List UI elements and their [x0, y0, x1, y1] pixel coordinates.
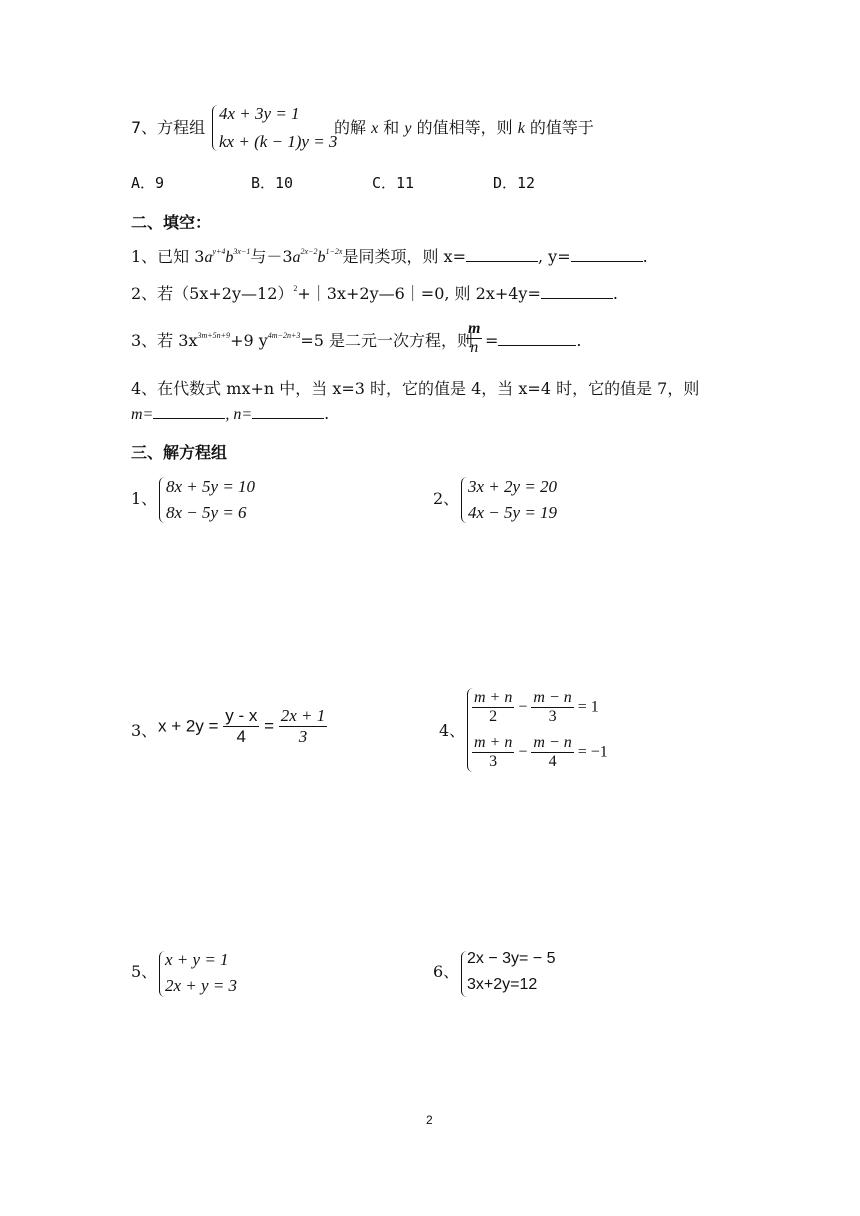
blank-y[interactable]	[571, 247, 643, 262]
q7-option-d: D．12	[493, 174, 536, 192]
fill-3-fraction: m n	[468, 320, 481, 356]
p2-number: 2、	[433, 489, 460, 508]
p6-eq1: 2x − 3y= − 5	[467, 950, 556, 967]
blank-m-over-n[interactable]	[498, 331, 576, 346]
p3-equation: x + 2y = $\frac{y - x}{4}$ = $\frac{2x + 1}{3}$	[158, 706, 326, 746]
q7-prefix: 7、方程组	[131, 118, 206, 137]
p4-number: 4、	[439, 721, 466, 740]
q7-eq1: 4x + 3y = 1	[219, 104, 300, 123]
section3-heading: 三、解方程组	[131, 443, 228, 462]
blank-m[interactable]	[153, 404, 225, 419]
p5-eq2: 2x + y = 3	[165, 976, 238, 995]
p1-brace	[159, 477, 165, 523]
fill-4-line2: m= , n= .	[131, 404, 330, 423]
fill-1: 1、已知 $3a^{y+4}b^{3x-1}$与$-3a^{2x-2}b^{1-2x}$是同类项，则 x= , y= .	[131, 247, 648, 266]
p6-eq2: 3x+2y=12	[467, 976, 538, 993]
fill-3-tail: = .	[485, 331, 582, 350]
p2-eq2: 4x − 5y = 19	[468, 503, 558, 522]
fill-3: 3、若 $3x^{3m+5n+9}+9$ $y^{4m-2n+3}=5$ 是二元一次方程，则	[131, 331, 474, 350]
p3-number: 3、	[131, 721, 158, 740]
p6-number: 6、	[433, 962, 460, 981]
p1-number: 1、	[131, 489, 158, 508]
blank-n[interactable]	[252, 404, 324, 419]
p4-eq1: $\frac{m + n}{2}$ − $\frac{m - n}{3}$ = 1	[474, 689, 599, 725]
section2-heading: 二、填空：	[131, 213, 212, 232]
p5-number: 5、	[131, 962, 158, 981]
p1-eq1: 8x + 5y = 10	[166, 477, 256, 496]
p1-eq2: 8x − 5y = 6	[166, 503, 247, 522]
fill-2: 2、若（5x+2y—12）$^2$+｜3x+2y—6｜=0, 则 2x+4y= .	[131, 284, 618, 303]
fill-4-line1: 4、在代数式 mx+n 中，当 x=3 时，它的值是 4，当 x=4 时，它的值是 7，则	[131, 379, 700, 398]
blank-2x4y[interactable]	[541, 284, 613, 299]
q7-eq2: kx + (k − 1)y = 3	[219, 132, 338, 151]
p4-eq2: $\frac{m + n}{3}$ − $\frac{m - n}{4}$ = −1	[474, 734, 608, 770]
q7-question-text: 的解 x 和 y 的值相等，则 k 的值等于	[334, 118, 594, 137]
p5-eq1: x + y = 1	[165, 950, 229, 969]
p2-eq1: 3x + 2y = 20	[468, 477, 558, 496]
q7-brace	[212, 105, 218, 151]
q7-option-a: A．9	[131, 174, 165, 192]
p2-brace	[461, 477, 467, 523]
blank-x[interactable]	[466, 247, 538, 262]
page-number: 2	[426, 1113, 433, 1127]
q7-option-b: B．10	[251, 174, 294, 192]
q7-option-c: C．11	[372, 174, 415, 192]
